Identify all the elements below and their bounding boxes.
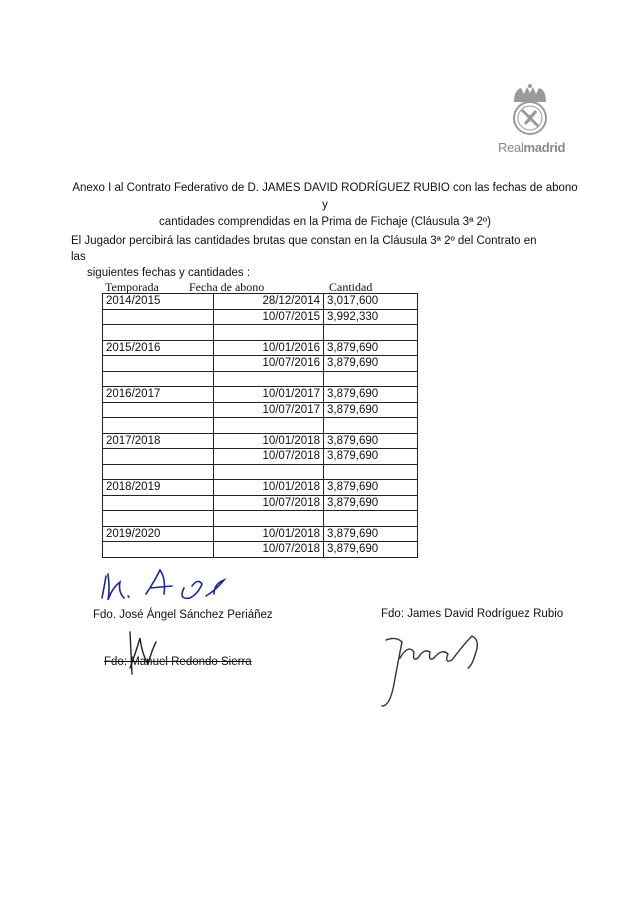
amount-cell: 3,879,690 — [324, 449, 418, 465]
table-row — [103, 371, 418, 387]
date-cell — [214, 464, 324, 480]
amount-cell: 3,992,330 — [324, 309, 418, 325]
amount-cell: 3,879,690 — [324, 340, 418, 356]
date-cell: 10/01/2018 — [214, 526, 324, 542]
table-row — [103, 449, 418, 465]
signature-label-sanchez: Fdo. José Ángel Sánchez Periáñez — [93, 609, 273, 621]
season-cell — [103, 542, 214, 558]
table-row — [103, 356, 418, 372]
table-row — [103, 340, 418, 356]
date-cell: 10/07/2017 — [214, 402, 324, 418]
amount-cell: 3,879,690 — [324, 495, 418, 511]
table-row — [103, 495, 418, 511]
table-row — [103, 480, 418, 496]
heading-line-1: Anexo I al Contrato Federativo de D. JAMES DAVID RODRÍGUEZ RUBIO con las fechas de abono y — [72, 182, 578, 211]
date-cell: 10/01/2018 — [214, 433, 324, 449]
intro-line-2: siguientes fechas y cantidades : — [87, 267, 251, 279]
table-row — [103, 464, 418, 480]
season-cell — [103, 495, 214, 511]
season-cell — [103, 356, 214, 372]
signature-label-redondo: Fdo: Manuel Redondo Sierra — [104, 656, 252, 668]
season-cell: 2019/2020 — [103, 526, 214, 542]
date-cell — [214, 371, 324, 387]
date-cell: 10/07/2018 — [214, 542, 324, 558]
date-cell: 10/07/2018 — [214, 495, 324, 511]
amount-cell: 3,879,690 — [324, 356, 418, 372]
column-headers — [103, 280, 423, 294]
season-cell — [103, 371, 214, 387]
amount-cell: 3,879,690 — [324, 387, 418, 403]
crest-icon — [508, 80, 552, 136]
table-row — [103, 433, 418, 449]
date-cell — [214, 325, 324, 341]
season-cell: 2014/2015 — [103, 294, 214, 310]
amount-cell: 3,879,690 — [324, 526, 418, 542]
signature-rodriguez — [372, 622, 502, 714]
amount-cell — [324, 511, 418, 527]
table-row — [103, 418, 418, 434]
amount-cell: 3,879,690 — [324, 433, 418, 449]
header-cantidad: Cantidad — [329, 280, 373, 294]
amount-cell — [324, 464, 418, 480]
annex-heading — [70, 180, 580, 231]
date-cell — [214, 418, 324, 434]
table-row — [103, 325, 418, 341]
header-temporada: Temporada — [105, 280, 159, 294]
season-cell: 2017/2018 — [103, 433, 214, 449]
season-cell — [103, 418, 214, 434]
signature-sanchez — [94, 560, 244, 608]
heading-line-2: cantidades comprendidas en la Prima de Fichaje (Cláusula 3ª 2º) — [159, 216, 491, 228]
table-row — [103, 294, 418, 310]
payment-table — [102, 293, 418, 558]
season-cell — [103, 464, 214, 480]
amount-cell: 3,017,600 — [324, 294, 418, 310]
amount-cell: 3,879,690 — [324, 542, 418, 558]
intro-line-1: El Jugador percibirá las cantidades brutas que constan en la Cláusula 3ª 2º del Contrato en las — [71, 235, 537, 263]
table-row — [103, 511, 418, 527]
brand-name: Realmadrid — [498, 140, 566, 155]
table-row — [103, 542, 418, 558]
date-cell: 10/07/2018 — [214, 449, 324, 465]
amount-cell — [324, 371, 418, 387]
amount-cell — [324, 325, 418, 341]
season-cell — [103, 449, 214, 465]
date-cell: 10/01/2016 — [214, 340, 324, 356]
date-cell: 10/01/2018 — [214, 480, 324, 496]
svg-text:F: F — [526, 114, 534, 125]
date-cell: 10/07/2016 — [214, 356, 324, 372]
amount-cell: 3,879,690 — [324, 402, 418, 418]
real-madrid-logo — [498, 78, 566, 160]
table-row — [103, 387, 418, 403]
season-cell — [103, 402, 214, 418]
signature-label-rodriguez: Fdo: James David Rodríguez Rubio — [381, 608, 564, 620]
season-cell — [103, 511, 214, 527]
intro-paragraph — [71, 233, 551, 281]
season-cell: 2016/2017 — [103, 387, 214, 403]
season-cell — [103, 309, 214, 325]
signature-redondo — [100, 628, 170, 676]
table-row — [103, 402, 418, 418]
date-cell: 28/12/2014 — [214, 294, 324, 310]
amount-cell — [324, 418, 418, 434]
header-fecha: Fecha de abono — [189, 280, 265, 294]
date-cell — [214, 511, 324, 527]
table-row — [103, 526, 418, 542]
season-cell — [103, 325, 214, 341]
season-cell: 2018/2019 — [103, 480, 214, 496]
table-row — [103, 309, 418, 325]
date-cell: 10/07/2015 — [214, 309, 324, 325]
amount-cell: 3,879,690 — [324, 480, 418, 496]
date-cell: 10/01/2017 — [214, 387, 324, 403]
season-cell: 2015/2016 — [103, 340, 214, 356]
